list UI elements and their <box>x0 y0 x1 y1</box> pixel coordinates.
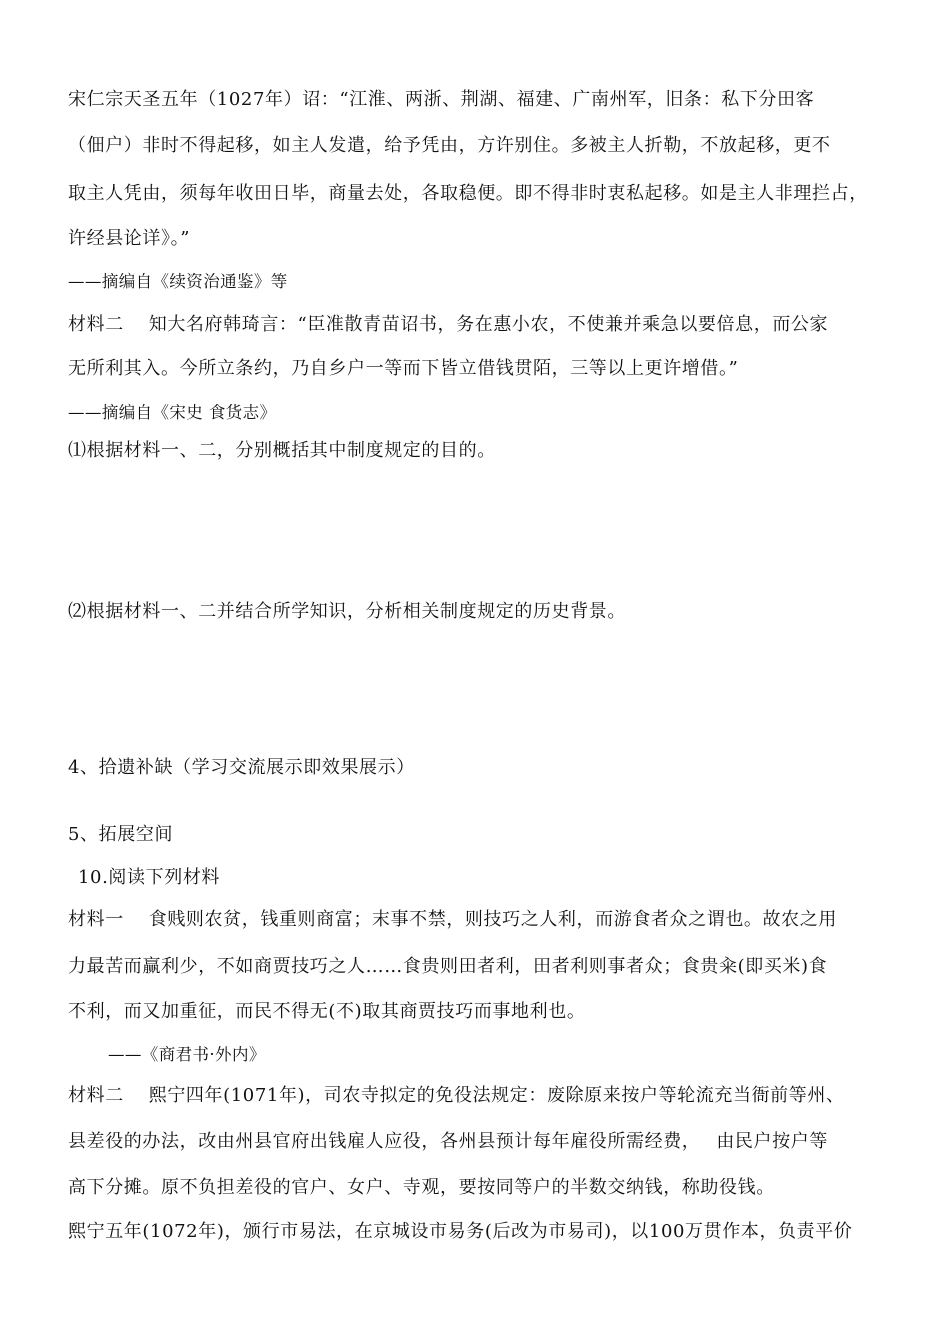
question-1: ⑴根据材料一、二，分别概括其中制度规定的目的。 <box>68 440 496 461</box>
material-b-source: ——摘编自《宋史 食货志》 <box>68 403 277 422</box>
material-b-line-2: 无所利其入。今所立条约，乃自乡户一等而下皆立借钱贯陌，三等以上更许增借。” <box>68 358 739 379</box>
question-2: ⑵根据材料一、二并结合所学知识，分析相关制度规定的历史背景。 <box>68 601 626 622</box>
material-a-line-3: 取主人凭由，须每年收田日毕，商量去处，各取稳便。即不得非时衷私起移。如是主人非理拦占， <box>68 183 868 204</box>
material-a-line-2: （佃户）非时不得起移，如主人发遣，给予凭由，方许别住。多被主人折勒，不放起移，更不 <box>68 135 831 156</box>
material-1-line-3: 不利，而又加重征，而民不得无(不)取其商贾技巧而事地利也。 <box>68 1001 586 1022</box>
material-a-line-1: 宋仁宗天圣五年（1027年）诏：“江淮、两浙、荆湖、福建、广南州军，旧条：私下分田客 <box>68 89 815 110</box>
material-a-source: ——摘编自《续资治通鉴》等 <box>68 272 288 291</box>
question-10: 10.阅读下列材料 <box>78 867 221 888</box>
material-b-line-1: 材料二 知大名府韩琦言：“臣准散青苗诏书，务在惠小农，不使兼并乘急以要倍息，而公家 <box>68 314 829 335</box>
section-4-heading: 4、拾遗补缺（学习交流展示即效果展示） <box>68 757 415 778</box>
material-1-line-1: 材料一 食贱则农贫，钱重则商富；末事不禁，则技巧之人利，而游食者众之谓也。故农之用 <box>68 909 837 930</box>
material-1-line-2: 力最苦而赢利少，不如商贾技巧之人……食贵则田者利，田者利则事者众；食贵籴(即买米)食 <box>68 956 828 977</box>
material-1-source: ——《商君书·外内》 <box>108 1045 266 1064</box>
material-2-line-1: 材料二 熙宁四年(1071年)，司农寺拟定的免役法规定：废除原来按户等轮流充当衙前等州、 <box>68 1085 845 1106</box>
material-2-line-3: 高下分摊。原不负担差役的官户、女户、寺观，要按同等户的半数交纳钱，称助役钱。 <box>68 1177 775 1198</box>
section-5-heading: 5、拓展空间 <box>68 824 174 845</box>
material-2-line-2: 县差役的办法，改由州县官府出钱雇人应役，各州县预计每年雇役所需经费， 由民户按户等 <box>68 1131 828 1152</box>
material-2-line-4: 熙宁五年(1072年)，颁行市易法，在京城设市易务(后改为市易司)，以100万贯作本，负责平价 <box>68 1221 853 1242</box>
material-a-line-4: 许经县论详》。” <box>68 228 191 249</box>
